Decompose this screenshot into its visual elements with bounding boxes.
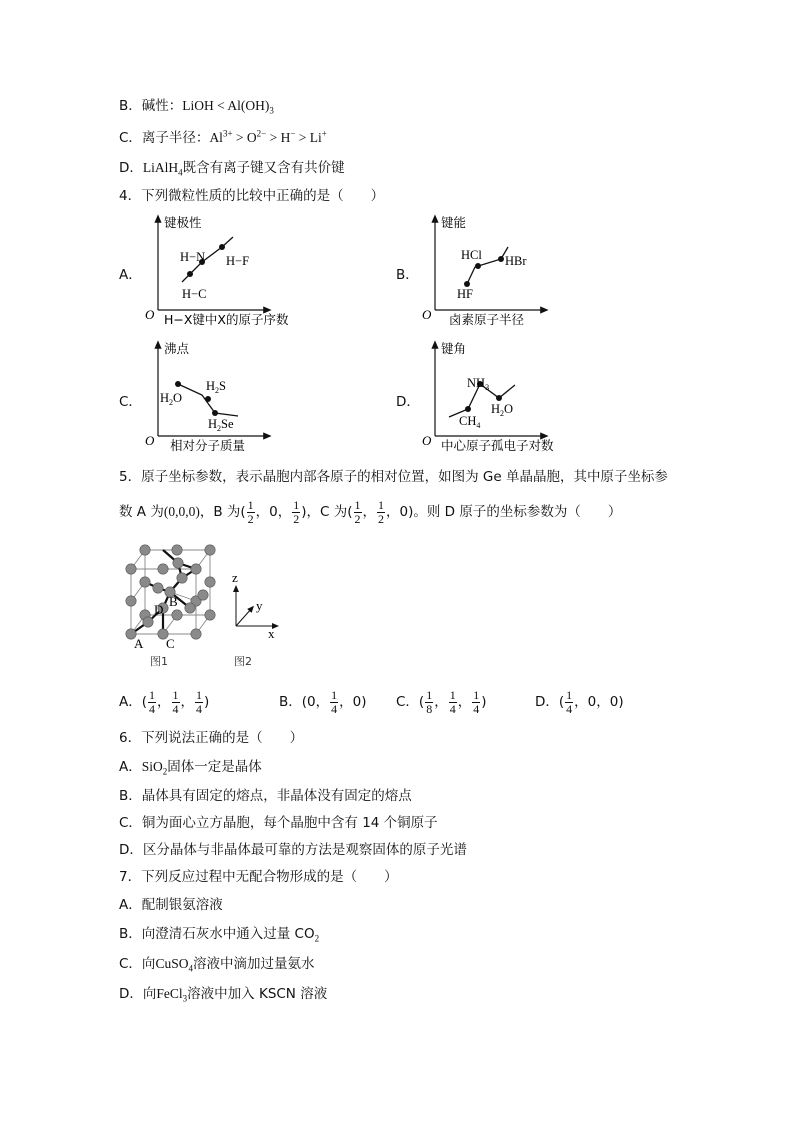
- q3-b-prefix: B．碱性：: [119, 98, 183, 114]
- q5-stem2a: 数 A 为: [119, 504, 164, 520]
- q4-c-ylabel: 沸点: [164, 341, 190, 356]
- q3-c-prefix: C．离子半径：: [119, 130, 210, 146]
- q4-c-p3-label: $H_2Se$: [208, 417, 234, 433]
- q4-b-p1-label: HF: [457, 287, 473, 301]
- q3-d-prefix: D．: [119, 160, 143, 176]
- q4-d-xlabel: 中心原子孤电子对数: [441, 438, 554, 453]
- q3-b-f2: (OH): [240, 98, 270, 113]
- figure-2-caption: 图2: [234, 655, 252, 668]
- q4-a-p1-label: H−C: [182, 287, 207, 301]
- q5-option-a: A．( $\frac{1}{4}$ ， $\frac{1}{4}$ ， $\frac{1}{4}$ ): [119, 687, 210, 716]
- q6-stem: 6．下列说法正确的是（ ）: [119, 730, 304, 746]
- fraction-quarter: $\frac{1}{4}$: [196, 687, 203, 716]
- q3-c-gt3: > Li: [295, 130, 322, 145]
- q3-c-gt2: > H: [266, 130, 291, 145]
- q7-option-c: C．向CuSO$_4$溶液中滴加过量氨水: [119, 956, 315, 974]
- q4-c-xlabel: 相对分子质量: [170, 438, 246, 453]
- y-axis: [236, 608, 252, 626]
- atom-label-c: C: [166, 636, 175, 651]
- cuso4-formula: CuSO: [155, 956, 189, 971]
- atom-label-a: A: [134, 636, 144, 651]
- q6-option-d: D．区分晶体与非晶体最可靠的方法是观察固体的原子光谱: [119, 842, 467, 858]
- atom-label-d: D: [154, 602, 164, 617]
- q3-option-c: [119, 128, 327, 148]
- fraction-half: $\frac{1}{2}$: [293, 497, 300, 526]
- q4-a-p3-label: H−F: [226, 254, 250, 268]
- q4-b-ylabel: 键能: [441, 215, 467, 230]
- atom-label-b: B: [169, 594, 178, 609]
- q3-c-li-sup: +: [321, 128, 327, 139]
- ge-unit-cell-figure: [118, 538, 288, 673]
- fraction-half: $\frac{1}{2}$: [354, 497, 361, 526]
- figure-1-caption: 图1: [150, 655, 168, 668]
- q3-b-f1: LiOH < Al: [182, 98, 241, 113]
- q4-c-point-2: [205, 396, 211, 402]
- q4-graph-a: [140, 212, 310, 334]
- q4-a-label: A．: [119, 267, 142, 283]
- q4-graph-b: [417, 212, 587, 334]
- x-axis-label: x: [268, 626, 275, 641]
- q3-b-sub: 3: [269, 105, 274, 116]
- q4-b-point-3: [498, 256, 504, 262]
- q4-c-p2-label: $H_2S$: [206, 379, 226, 395]
- q7-option-b: B．向澄清石灰水中通入过量 $CO_2$: [119, 926, 320, 944]
- q7-stem: 7．下列反应过程中无配合物形成的是（ ）: [119, 869, 398, 885]
- q3-c-h-sup: −: [290, 128, 296, 139]
- q4-c-point-3: [212, 410, 218, 416]
- q4-b-p3-label: HBr: [505, 254, 527, 268]
- fraction-quarter: $\frac{1}{4}$: [473, 687, 480, 716]
- q4-a-p2-label: H−N: [180, 250, 206, 264]
- fraction-eighth: $\frac{1}{8}$: [426, 687, 433, 716]
- q5-stem-line-1: 5．原子坐标参数，表示晶胞内部各原子的相对位置，如图为 Ge 单晶晶胞，其中原子坐标参: [119, 469, 668, 485]
- unit-cell-atoms: [126, 545, 215, 639]
- q3-c-o-sup: 2−: [256, 128, 267, 139]
- q4-a-xlabel: H−X键中X的原子序数: [164, 312, 289, 327]
- q4-stem: 4．下列微粒性质的比较中正确的是（ ）: [119, 188, 385, 204]
- q4-d-p1-label: $CH_4$: [459, 414, 481, 430]
- fraction-quarter: $\frac{1}{4}$: [331, 687, 338, 716]
- q4-d-point-3: [496, 395, 502, 401]
- q3-c-formula: [209, 130, 326, 145]
- q7-option-d: D．向FeCl$_3$溶液中加入 KSCN 溶液: [119, 986, 328, 1004]
- fraction-half: $\frac{1}{2}$: [378, 497, 385, 526]
- sio2-formula: SiO: [141, 759, 163, 774]
- fraction-quarter: $\frac{1}{4}$: [449, 687, 456, 716]
- fecl3-formula: FeCl: [156, 986, 183, 1001]
- origin-label: O: [422, 307, 432, 322]
- q5-stem2b: ，B 为(: [199, 504, 246, 520]
- fraction-quarter: $\frac{1}{4}$: [149, 687, 156, 716]
- q6-option-b: B．晶体具有固定的熔点，非晶体没有固定的熔点: [119, 788, 412, 804]
- q4-a-point-1: [187, 271, 193, 277]
- q4-d-p3-label: $H_2O$: [491, 402, 514, 418]
- q3-c-al-sup: 3+: [222, 128, 233, 139]
- q5-stem2d: ，0)。则 D 原子的坐标参数为（ ）: [386, 504, 622, 520]
- q5-option-d: D．( $\frac{1}{4}$ ，0，0): [535, 687, 624, 716]
- q5-a-coord: (0,0,0): [163, 504, 200, 519]
- q4-a-point-3: [219, 244, 225, 250]
- origin-label: O: [145, 433, 155, 448]
- y-axis-label: y: [256, 598, 263, 613]
- q3-d-formula: [142, 160, 183, 178]
- q4-d-point-1: [465, 406, 471, 412]
- origin-label: O: [422, 433, 432, 448]
- q7-option-a: A．配制银氨溶液: [119, 897, 223, 913]
- q4-d-ylabel: 键角: [441, 341, 467, 356]
- q3-c-gt1: > O: [232, 130, 257, 145]
- q4-graph-c: [140, 338, 310, 460]
- q4-a-ylabel: 键极性: [164, 215, 202, 230]
- q4-b-p2-label: HCl: [461, 248, 482, 262]
- fraction-quarter: $\frac{1}{4}$: [566, 687, 573, 716]
- q4-c-p1-label: $H_2O$: [160, 391, 183, 407]
- q5-option-c: C．( $\frac{1}{8}$ ， $\frac{1}{4}$ ， $\frac{1}{4}$ ): [396, 687, 487, 716]
- q3-d-f: LiAlH: [142, 160, 179, 175]
- q4-d-p2-label: $NH_3$: [467, 376, 490, 392]
- q3-c-al: Al: [209, 130, 223, 145]
- q3-d-sub: 4: [178, 167, 183, 178]
- q6-option-c: C．铜为面心立方晶胞，每个晶胞中含有 14 个铜原子: [119, 815, 438, 831]
- q3-option-b: [119, 96, 274, 116]
- origin-label: O: [145, 307, 155, 322]
- z-axis-label: z: [232, 570, 238, 585]
- q4-b-point-2: [475, 263, 481, 269]
- q5-option-b: B．(0， $\frac{1}{4}$ ，0): [279, 687, 367, 716]
- q4-graph-d: [417, 338, 587, 460]
- q4-c-point-1: [175, 381, 181, 387]
- q5-stem2c: ，C 为(: [306, 504, 353, 520]
- q4-d-label: D．: [396, 394, 420, 410]
- fraction-quarter: $\frac{1}{4}$: [172, 687, 179, 716]
- q4-b-label: B．: [396, 267, 419, 283]
- q5-stem-line-2: 数 A 为(0,0,0)，B 为( $\frac{1}{2}$ ，0， $\frac{1}{2}$ )，C 为( $\frac{1}{2}$ ， $\frac{1}{2}$ ，0)。则 D 原子的坐标参数为（ ）: [119, 497, 622, 526]
- q4-b-xlabel: 卤素原子半径: [449, 312, 525, 327]
- q3-d-rest: 既含有离子键又含有共价键: [182, 160, 345, 176]
- q3-option-d: [119, 158, 345, 178]
- q4-c-label: C．: [119, 394, 142, 410]
- q6-option-a: A．SiO$_2$固体一定是晶体: [119, 759, 262, 777]
- q3-b-formula: [182, 98, 274, 116]
- fraction-half: $\frac{1}{2}$: [247, 497, 254, 526]
